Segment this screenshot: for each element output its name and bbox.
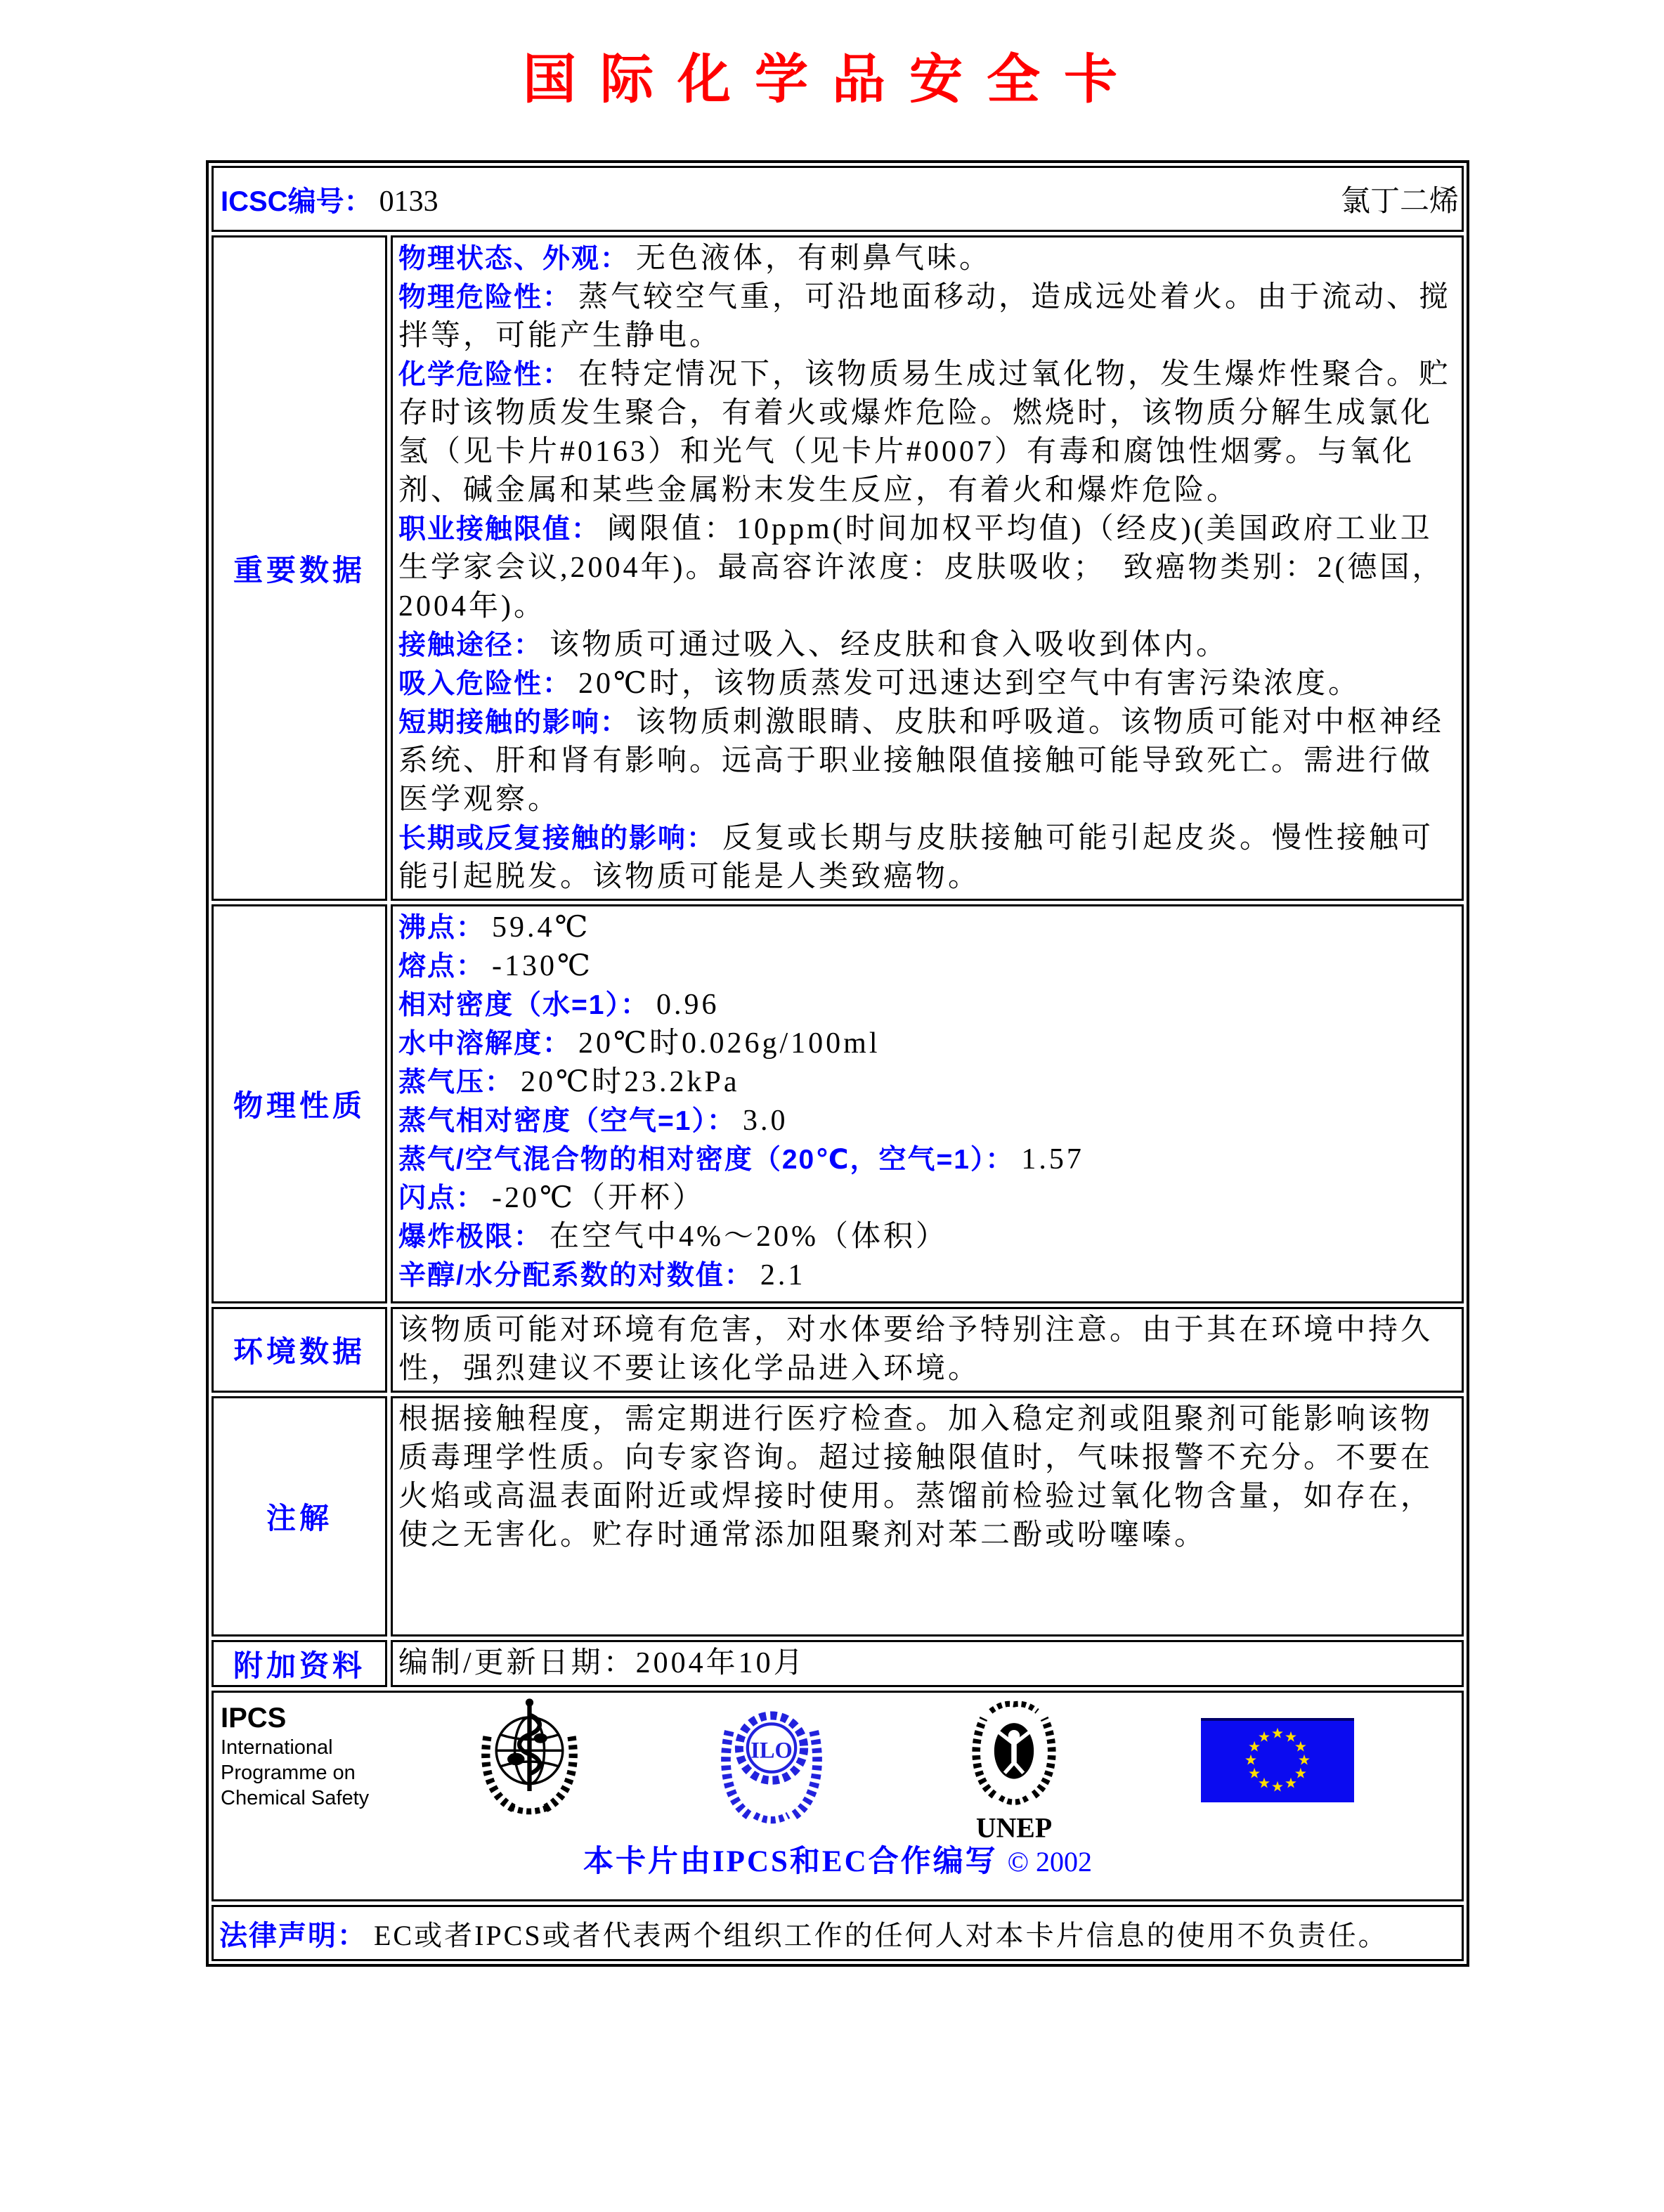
section-label-important-data: 重要数据 <box>212 235 387 901</box>
eu-flag-icon <box>1201 1718 1354 1802</box>
unep-letters: UNEP <box>975 1812 1053 1842</box>
legal-notice-label: 法律声明： <box>219 1920 367 1951</box>
section-content-notes <box>391 1396 1464 1637</box>
ilo-letters: ILO <box>750 1738 793 1764</box>
physical-property: 辛醇/水分配系数的对数值： 2.1 <box>398 1259 806 1292</box>
icsc-number-label: ICSC编号： <box>221 186 372 217</box>
copyright-year: © 2002 <box>1007 1846 1093 1878</box>
physical-property: 闪点： -20℃（开杯） <box>398 1182 705 1214</box>
notes-text: 根据接触程度，需定期进行医疗检查。加入稳定剂或阻聚剂可能影响该物质毒理学性质。向专家咨询。超过接触限值时，气味报警不充分。不要在火焰或高温表面附近或焊接时使用。蒸馏前检验过氧化物含量，如存在，使之无害化。贮存时通常添加阻聚剂对苯二酚或吩噻嗪。 <box>398 1403 1434 1551</box>
physical-property: 沸点： 59.4℃ <box>398 911 591 944</box>
important-item: 职业接触限值： 阈限值：10ppm(时间加权平均值)（经皮)(美国政府工业卫生学家会议,2004年)。最高容许浓度：皮肤吸收； 致癌物类别：2(德国，2004年)。 <box>398 513 1445 623</box>
ipcs-text-block: IPCS International Programme on Chemical Safety <box>221 1703 370 1809</box>
section-content-environmental-data <box>391 1307 1464 1393</box>
copyright-line <box>214 1837 1462 1880</box>
physical-property: 蒸气/空气混合物的相对密度（20℃，空气=1）： 1.57 <box>398 1143 1084 1176</box>
physical-property: 相对密度（水=1）： 0.96 <box>398 989 720 1021</box>
icsc-number-value: 0133 <box>379 185 438 218</box>
physical-property: 蒸气压： 20℃时23.2kPa <box>398 1066 740 1098</box>
physical-property: 水中溶解度： 20℃时0.026g/100ml <box>398 1027 880 1060</box>
important-item: 化学危险性： 在特定情况下，该物质易生成过氧化物，发生爆炸性聚合。贮存时该物质发生聚合，有着火或爆炸危险。燃烧时，该物质分解生成氯化氢（见卡片#0163）和光气（见卡片#0007）有毒和腐蚀性烟雾。与氧化剂、碱金属和某些金属粉末发生反应，有着火和爆炸危险。 <box>398 358 1452 507</box>
important-item: 吸入危险性： 20℃时，该物质蒸发可迅速达到空气中有害污染浓度。 <box>398 668 1361 700</box>
copyright-text: 本卡片由IPCS和EC合作编写 <box>583 1845 998 1878</box>
unep-logo-icon <box>955 1693 1073 1842</box>
substance-name: 氯丁二烯 <box>1340 186 1459 218</box>
section-label-additional-information: 附加资料 <box>212 1640 387 1687</box>
physical-property: 爆炸极限： 在空气中4%～20%（体积） <box>398 1221 948 1253</box>
section-label-physical-properties: 物理性质 <box>212 904 387 1303</box>
important-item: 短期接触的影响： 该物质刺激眼睛、皮肤和呼吸道。该物质可能对中枢神经系统、肝和肾有影响。远高于职业接触限值接触可能导致死亡。需进行做医学观察。 <box>398 706 1445 816</box>
important-item: 长期或反复接触的影响： 反复或长期与皮肤接触可能引起皮炎。慢性接触可能引起脱发。该物质可能是人类致癌物。 <box>398 822 1434 893</box>
icsc-number-group <box>221 179 438 219</box>
card-header-row <box>212 166 1464 232</box>
who-logo-icon <box>468 1693 591 1816</box>
physical-property: 熔点： -130℃ <box>398 950 593 982</box>
section-label-environmental-data: 环境数据 <box>212 1307 387 1393</box>
environment-text: 该物质可能对环境有危害，对水体要给予特别注意。由于其在环境中持久性，强烈建议不要让该化学品进入环境。 <box>398 1314 1434 1385</box>
legal-notice-row <box>212 1905 1464 1961</box>
legal-notice-text: EC或者IPCS或者代表两个组织工作的任何人对本卡片信息的使用不负责任。 <box>374 1919 1389 1951</box>
ilo-logo-icon <box>706 1693 838 1825</box>
important-item: 接触途径： 该物质可通过吸入、经皮肤和食入吸收到体内。 <box>398 629 1229 661</box>
page-title: 国际化学品安全卡 <box>523 50 1141 110</box>
important-item: 物理状态、外观： 无色液体，有刺鼻气味。 <box>398 242 992 275</box>
section-content-important-data <box>391 235 1464 901</box>
ipcs-acronym: IPCS <box>221 1703 287 1733</box>
physical-property: 蒸气相对密度（空气=1）： 3.0 <box>398 1105 788 1137</box>
important-item: 物理危险性： 蒸气较空气重，可沿地面移动，造成远处着火。由于流动、搅拌等，可能产生静电。 <box>398 281 1452 352</box>
section-content-additional-information <box>391 1640 1464 1687</box>
section-label-notes: 注解 <box>212 1396 387 1637</box>
organizations-footer-row <box>212 1691 1464 1901</box>
icsc-card-table <box>206 160 1469 1967</box>
update-date-line: 编制/更新日期：2004年10月 <box>398 1647 806 1679</box>
section-content-physical-properties <box>391 904 1464 1303</box>
